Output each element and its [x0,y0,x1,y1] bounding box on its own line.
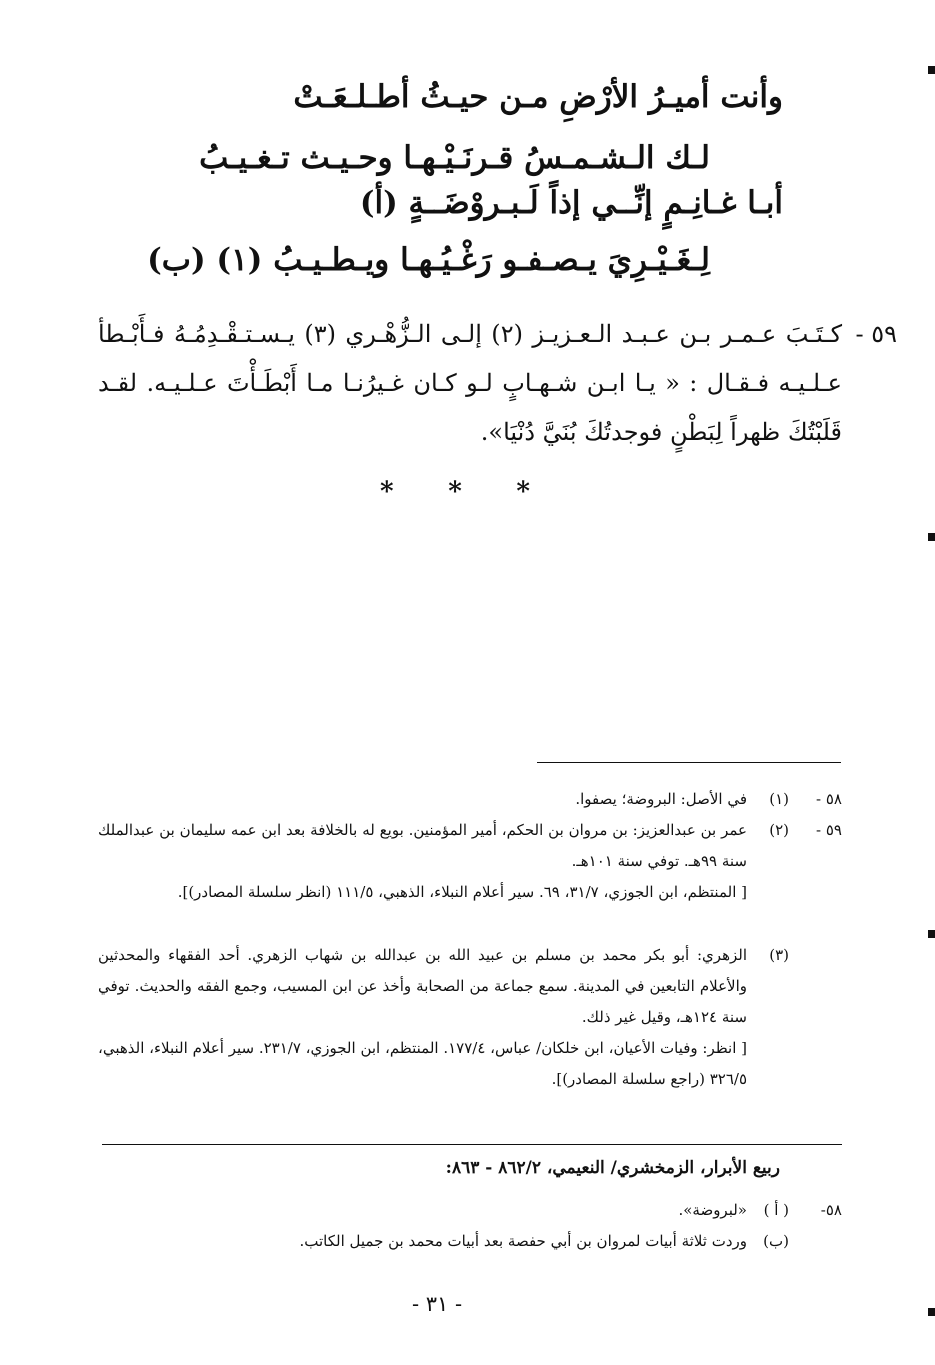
paragraph-text: كـتَـبَ عـمـر بـن عـبـد الـعـزيـز (٢) إلـى الـزُّهْـري (٣) يـسـتـقْـدِمُـهُ فـأَبْـطأ عـلـيـه فـقـال : « يـا ابـن شـهـابٍ لـو كـان غـيرُنـا مـا أَبْطَـأْتَ عـلـيـه. لقـد قَلَبْتُكَ ظهراً لِبَطْنٍ فوجدتُكَ بُنَيَّ دُنْيَا». [98,320,842,446]
star-3: * [516,477,530,507]
variant-b [98,1226,842,1257]
poem-line-1: وأنت أميـرُ الأرْضِ مـن حيـثُ أطـلـعَـتْ [293,79,783,115]
footnote-reference: [ المنتظم، ابن الجوزي، ٣١/٧، ٦٩. سير أعلام النبلاء، الذهبي، ١١١/٥ (انظر سلسلة المصادر)]. [177,883,747,901]
variant-text: «لبروضة». [678,1201,747,1219]
footnote-text: عمر بن عبدالعزيز: بن مروان بن الحكم، أمير المؤمنين. بويع له بالخلافة بعد ابن عمه سليمان بن عبدالملك سنة ٩٩هـ. توفي سنة ١٠١هـ. [98,821,747,870]
poem-line-4: لِـغَـيْـرِيَ يـصـفـو رَغْـيُـهـا ويـطـيـبُ (١) (ب) [147,242,710,278]
anecdote-paragraph [98,310,897,457]
star-2: * [448,477,462,507]
variant-number: ٥٨- [820,1201,842,1219]
footnote-3 [98,940,842,1098]
poem-line-2: لـك الـشـمـسُ قـرنَـيْـهـا وحـيـث تـغـيـبُ [199,140,710,176]
footnote-body [98,815,747,908]
footnote-number: ٥٨ - [816,790,842,808]
footnote-58 [98,784,842,815]
footnote-reference: [ انظر: وفيات الأعيان، ابن خلكان/ عباس، ١٧٧/٤. المنتظم، ابن الجوزي، ٢٣١/٧. سير أعلام النبلاء، الذهبي، ٣٢٦/٥ (راجع سلسلة المصادر)]. [98,1039,748,1088]
scan-edge-mark [928,930,935,938]
footnote-mark: (١) [769,790,789,808]
paragraph-number: ٥٩ - [855,320,897,348]
footnote-number: ٥٩ - [816,821,842,839]
footnote-59 [98,815,842,939]
footnote-text: الزهري: أبو بكر محمد بن مسلم بن عبيد الله بن عبدالله بن شهاب الزهري. أحد الفقهاء والمحدثين والأعلام التابعين في المدينة. سمع جماعة من الصحابة وأخذ عن ابن المسيب، وجمع الفقه والحديث. توفي سنة ١٢٤هـ، وقيل غير ذلك. [98,946,747,1026]
footnote-mark: (٣) [769,946,789,964]
variant-mark: (ب) [763,1232,789,1250]
section-separator [380,477,530,507]
poem-line-3: أبـا غـانِـمٍ إنِّــي إذاً لَـبـروْضَــةٍ (أ) [359,185,783,221]
footnote-text: في الأصل: البروضة؛ يصفوا. [575,790,747,808]
variants-source: ربيع الأبرار، الزمخشري/ النعيمي، ٨٦٢/٢ - ٨٦٣: [445,1158,780,1178]
footnote-mark: (٢) [769,821,789,839]
footnote-body [98,940,747,1095]
page-number: - ٣١ - [412,1292,463,1316]
variants-divider [102,1144,842,1145]
variant-text: وردت ثلاثة أبيات لمروان بن أبي حفصة بعد أبيات محمد بن جميل الكاتب. [299,1232,747,1250]
footnote-divider [537,762,841,763]
variant-58 [98,1195,842,1226]
scan-edge-mark [928,533,935,541]
star-1: * [380,477,394,507]
variant-mark: ( أ ) [763,1201,789,1219]
scan-edge-mark [928,66,935,74]
scan-edge-mark [928,1308,935,1316]
